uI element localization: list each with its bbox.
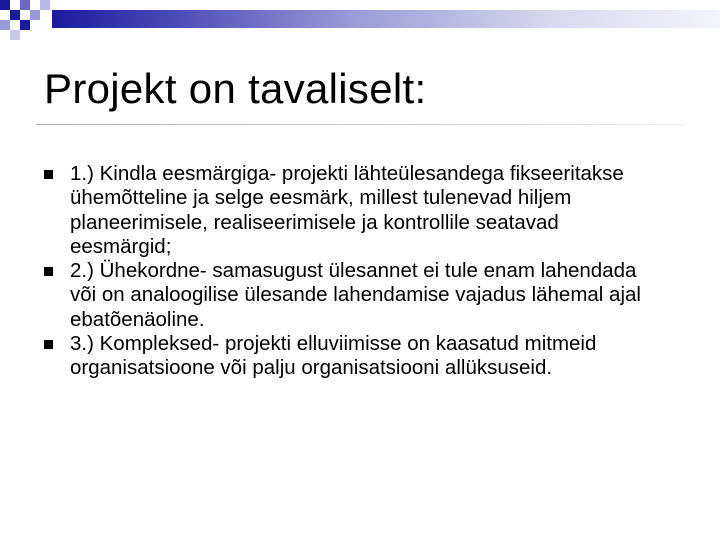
decor-square (30, 10, 40, 20)
decor-square (0, 10, 10, 20)
title-divider (36, 124, 684, 125)
decor-square (0, 20, 10, 30)
decor-square (10, 0, 20, 10)
bullet-text: 3.) Kompleksed- projekti elluviimisse on kaasatud mitmeid organisatsioone või palju organisatsiooni allüksuseid. (70, 332, 597, 380)
decor-square (20, 20, 30, 30)
decor-square (10, 20, 20, 30)
decor-square (20, 0, 30, 10)
bullet-list (44, 162, 664, 381)
decor-square (10, 30, 20, 40)
header-gradient-bar (52, 10, 720, 28)
decor-square (10, 10, 20, 20)
bullet-item (44, 332, 664, 381)
decor-square (0, 30, 10, 40)
decor-square (30, 0, 40, 10)
square-bullet-icon (44, 340, 53, 349)
header-decoration (0, 0, 720, 40)
square-bullet-icon (44, 170, 53, 179)
square-bullet-icon (44, 267, 53, 276)
decor-square (20, 10, 30, 20)
decor-square (0, 0, 10, 10)
bullet-text: 2.) Ühekordne- samasugust ülesannet ei tule enam lahendada või on analoogilise ülesande lahendamise vajadus lähemal ajal ebatõenäoline. (70, 259, 641, 331)
slide-title: Projekt on tavaliselt: (44, 65, 427, 112)
decor-square (40, 0, 50, 10)
bullet-item (44, 162, 664, 259)
bullet-text: 1.) Kindla eesmärgiga- projekti lähteülesandega fikseeritakse ühemõtteline ja selge eesmärk, millest tulenevad hiljem planeerimisele, realiseerimisele ja kontrollile seatavad eesmärgid; (70, 162, 624, 258)
bullet-item (44, 259, 664, 332)
